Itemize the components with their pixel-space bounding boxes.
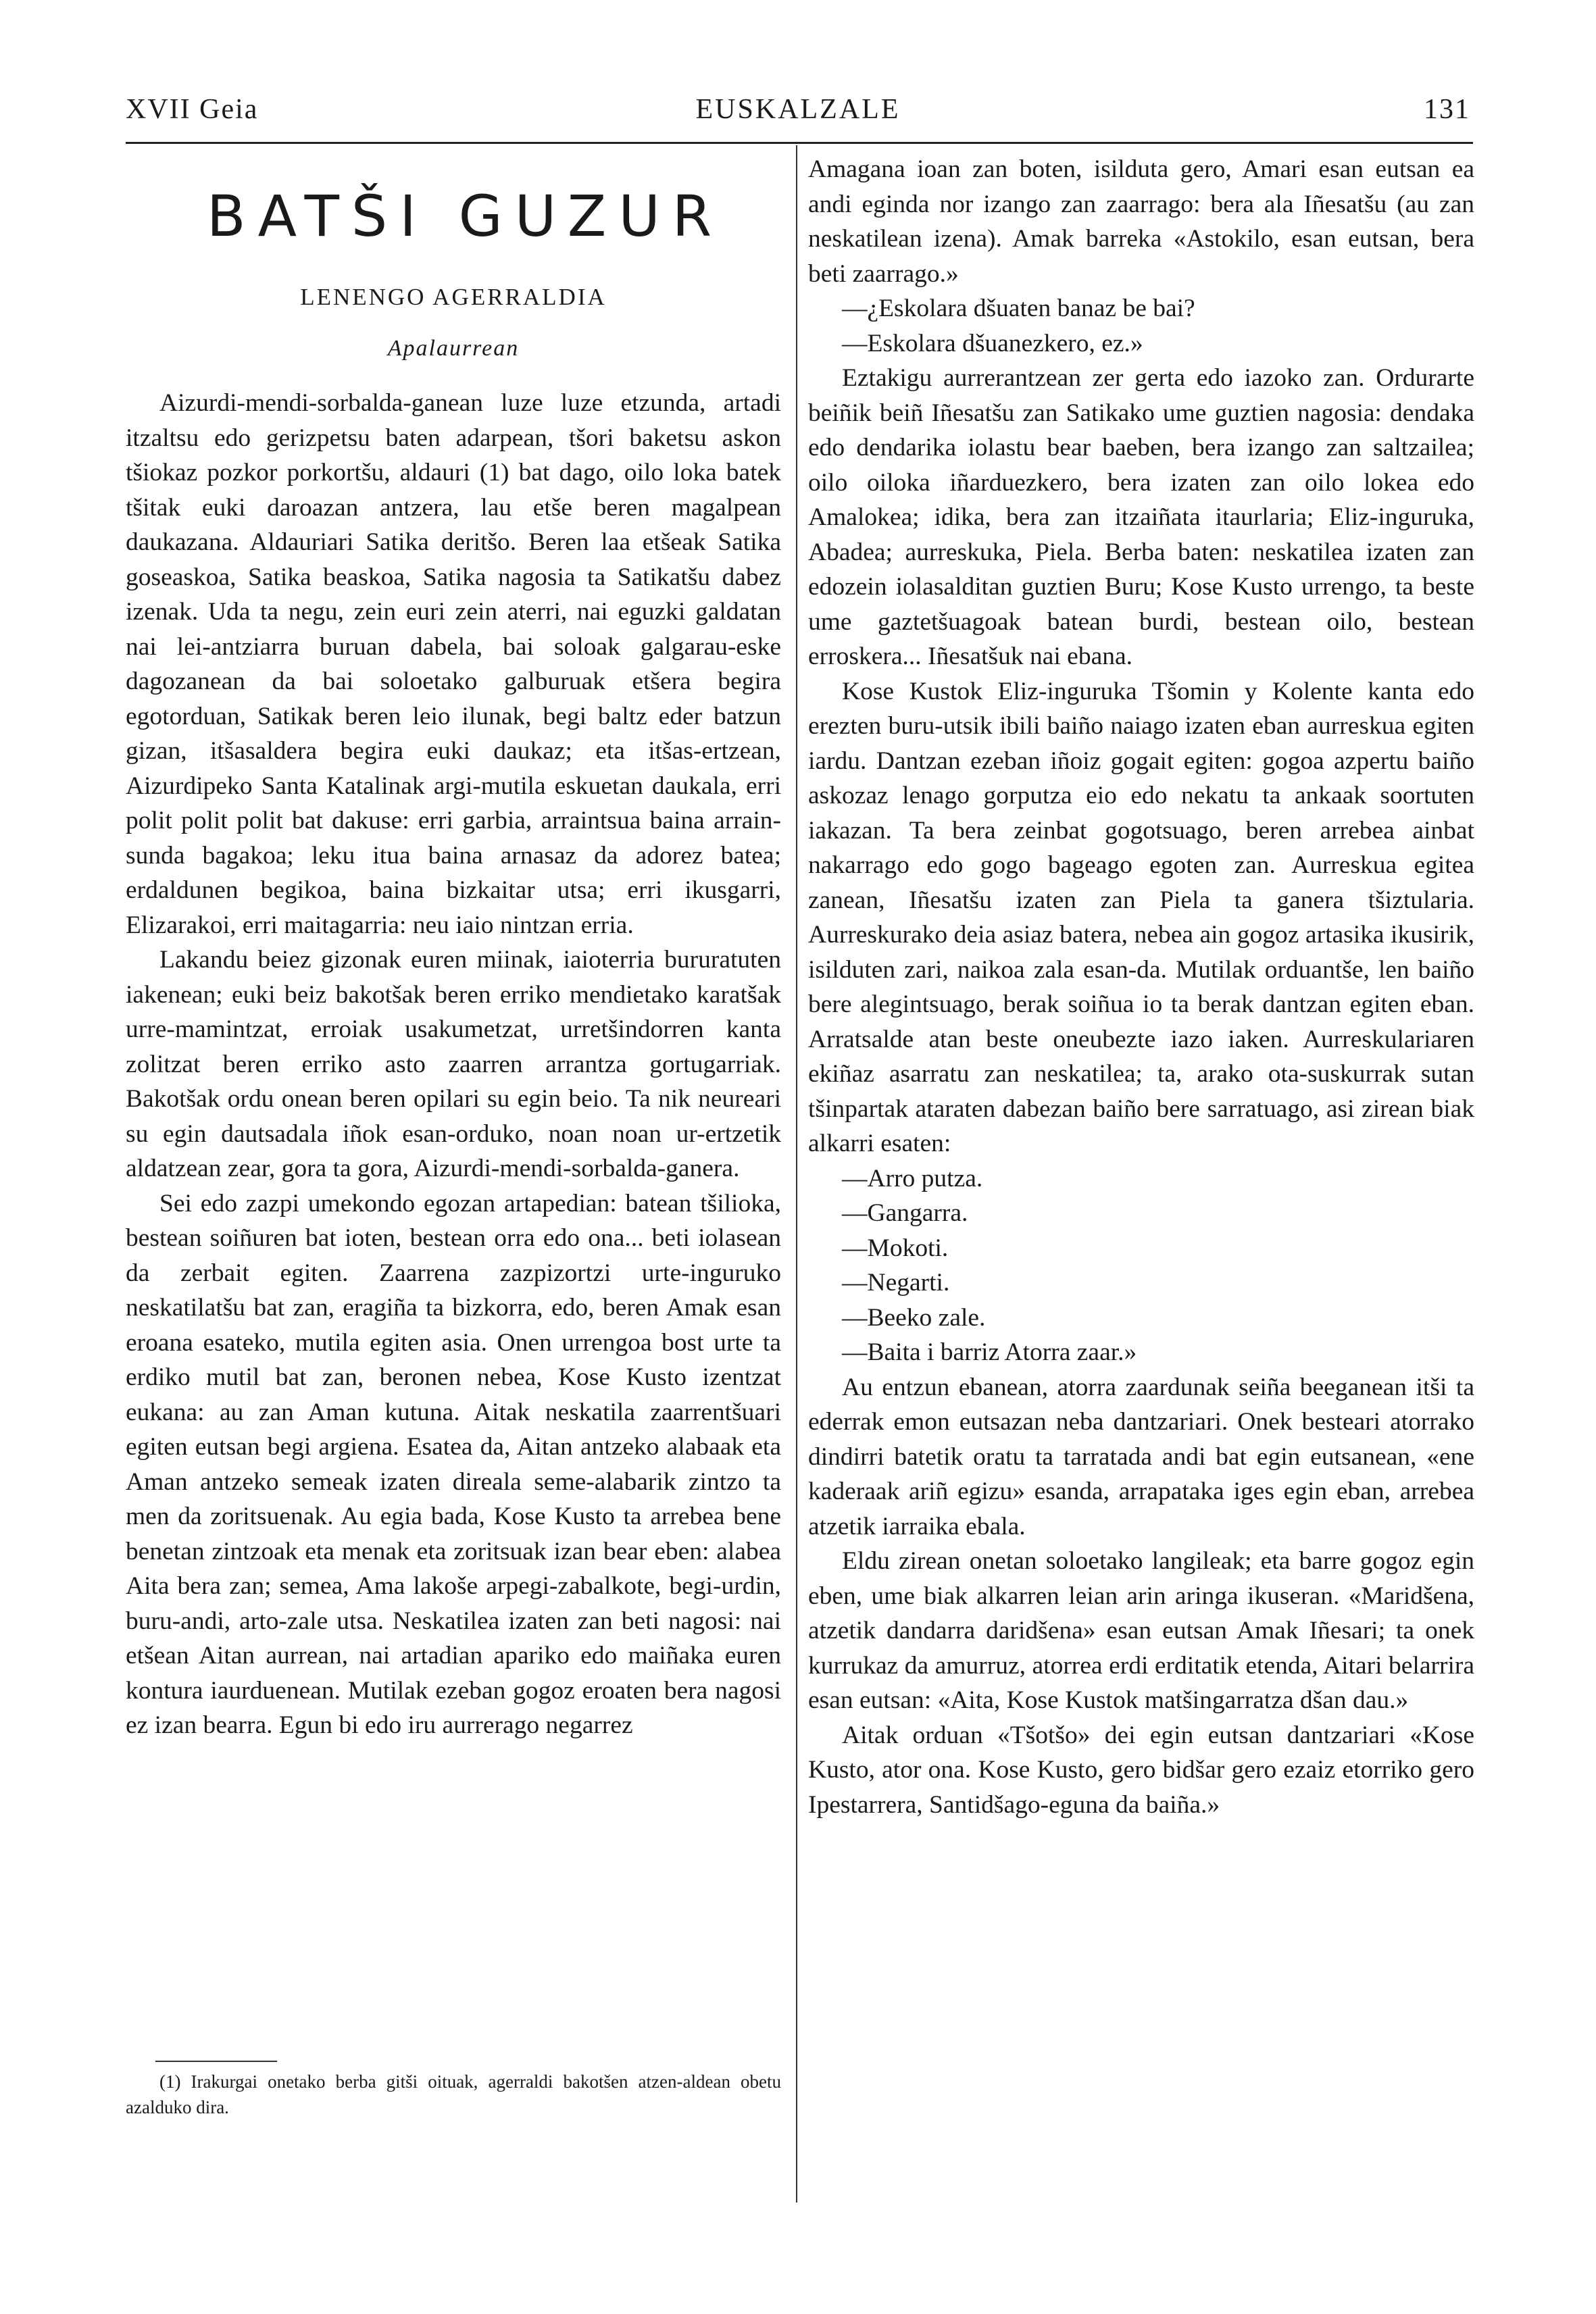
right-column: [808, 152, 1474, 1822]
column-divider: [796, 145, 797, 2203]
issue-label: XVII Geia: [126, 94, 259, 125]
dialogue-line: —Gangarra.: [842, 1199, 968, 1227]
paragraph: Au entzun ebanean, atorra zaardunak seiña beeganean itši ta ederrak emon eutsazan neba dantzariari. Onek besteari atorrako dindirri batetik oratu ta tarratada andi bat egin eutsanean, «ene kaderaak ariñ egizu» esanda, arrapataka iges egin eban, arrebea atzetik iarraika ebala.: [808, 1373, 1474, 1540]
paragraph: Eztakigu aurrerantzean zer gerta edo iazoko zan. Ordurarte beiñik beiñ Iñesatšu zan Satikako ume guztien nagosia: dendaka edo dendarika iolastu bear baeben, bera izango zan saltzailea; oilo oiloka iñarduezkero, bera izaten zan oilo lokea edo Amalokea; idika, bera zan itzaiñata itaurlaria; Eliz-inguruka, Abadea; aurreskuka, Piela. Berba baten: neskatilea izaten zan edozein iolasalditan guztien Buru; Kose Kusto urrengo, ta beste ume gaztetšuagoak batean burdi, bestean oilo, bestean erroskera... Iñesatšuk nai ebana.: [808, 364, 1474, 670]
dialogue-line: —Eskolara dšuanezkero, ez.»: [842, 329, 1143, 357]
header-rule: [126, 142, 1473, 144]
paragraph: Eldu zirean onetan soloetako langileak; eta barre gogoz egin eben, ume biak alkarren leian arin aringa ikuseran. «Maridšena, atzetik dandarra daridšena» esan eutsan Amak Iñesari; ta onek kurrukaz da amurruz, atorrea erdi erditatik etenda, Aitari belarrira esan eutsan: «Aita, Kose Kustok matšingarratza dšan dau.»: [808, 1547, 1474, 1714]
dialogue-line: —Baita i barriz Atorra zaar.»: [842, 1338, 1137, 1366]
paragraph: Aizurdi-mendi-sorbalda-ganean luze luze etzunda, artadi itzaltsu edo gerizpetsu baten adarpean, tšori baketsu askon tšiokaz pozkor porkortšu, aldauri (1) bat dago, oilo loka batek tšitak euki daroazan antzera, lau etše beren magalpean daukazana. Aldauriari Satika deritšo. Beren laa etšeak Satika goseaskoa, Satika beaskoa, Satika nagosia ta Satikatšu dabez izenak. Uda ta negu, zein euri zein aterri, nai eguzki galdatan nai lei-antziarra buruan dabela, bai soloak galgarau-eske dagozanean da bai soloetako galburuak etšera begira egotorduan, Satikak beren leio ilunak, begi baltz eder batzun gizan, itšasaldera begira euki daukaz; eta itšas-ertzean, Aizurdipeko Santa Katalinak argi-mutila eskuetan daukala, erri polit polit polit bat dakuse: erri garbia, arraintsua baina arrain-sunda bagakoa; leku itua baina arnasaz da adorez batea; erdaldunen begikoa, baina bizkaitar utsa; erri ikusgarri, Elizarakoi, erri maitagarria: neu iaio nintzan erria.: [126, 389, 781, 939]
journal-title: EUSKALZALE: [695, 94, 901, 125]
page-number: 131: [1424, 94, 1470, 125]
footnote-rule: [155, 2061, 277, 2062]
dialogue-line: —Negarti.: [842, 1269, 950, 1297]
dialogue-line: —Arro putza.: [842, 1164, 983, 1192]
running-header: [126, 93, 1470, 141]
dialogue-line: —Beeko zale.: [842, 1303, 986, 1332]
footnote: (1) Irakurgai onetako berba gitši oituak, agerraldi bakotšen atzen-aldean obetu azalduko dira.: [126, 2071, 781, 2117]
dialogue-line: —¿Eskolara dšuaten banaz be bai?: [842, 295, 1195, 322]
article-subtitle: LENENGO AGERRALDIA: [300, 284, 607, 310]
paragraph: Aitak orduan «Tšotšo» dei egin eutsan dantzariari «Kose Kusto, ator ona. Kose Kusto, gero bidšar gero ezaiz etorriko gero Ipestarrera, Santidšago-eguna da baiña.»: [808, 1721, 1474, 1819]
paragraph: Amagana ioan zan boten, isilduta gero, Amari esan eutsan ea andi eginda nor izango zan zaarrago: bera ala Iñesatšu (au zan neskatilean izena). Amak barreka «Astokilo, esan eutsan, bera beti zaarrago.»: [808, 155, 1474, 288]
dialogue-line: —Mokoti.: [842, 1234, 949, 1262]
left-column: [126, 152, 781, 1743]
article-title: BATŠI GUZUR: [207, 183, 724, 249]
section-heading: Apalaurrean: [387, 336, 520, 361]
paragraph: Kose Kustok Eliz-inguruka Tšomin y Kolente kanta edo erezten buru-utsik ibili baiño naiago izaten eban aurreskua egiten iardu. Dantzan ezeban iñoiz gogait egiten: gogoa azpertu baiño askozaz lenago gorputza eio edo nekatu ta ankaak soortuten iakazan. Ta bera zeinbat gogotsuago, beren arrebea ainbat nakarrago edo gogo bageago egoten zan. Aurreskua egitea zanean, Iñesatšu izaten zan Piela ta ganera tšiztularia. Aurreskurako deia asiaz batera, nebea ain gogoz artasika ikusirik, isilduten zari, naikoa zala esan-da. Mutilak orduantše, len baiño bere alegintsuago, berak soiñua io ta berak dantzan egiten eban. Arratsalde atan beste oneubezte iazo iaken. Aurreskulariaren ekiñaz asarratu zan neskatilea; ta, arako ota-suskurrak sutan tšinpartak ataraten dabezan baiño bere sarratuago, asi zirean biak alkarri esaten:: [808, 677, 1474, 1157]
paragraph: Lakandu beiez gizonak euren miinak, iaioterria bururatuten iakenean; euki beiz bakotšak beren erriko mendietako karatšak urre-mamintzat, erroiak usakumetzat, urretšindorren kanta zolitzat beren erriko asto zaarren arrantza gortugarriak. Bakotšak ordu onean beren opilari su egin beio. Ta nik neureari su egin dautsadala iñok esan-orduko, noan noan ur-ertzetik aldatzean zear, gora ta gora, Aizurdi-mendi-sorbalda-ganera.: [126, 946, 781, 1182]
paragraph: Sei edo zazpi umekondo egozan artapedian: batean tšilioka, bestean soiñuren bat ioten, bestean orra edo ona... beti iolasean da zerbait egiten. Zaarrena zazpizortzi urte-inguruko neskatilatšu bat zan, eragiña ta bizkorra, edo, beren Amak esan eroana esateko, mutila egiten asia. Onen urrengoa bost urte ta erdiko mutil bat zan, beronen nebea, Kose Kusto izentzat eukana: au zan Aman kutuna. Aitak neskatila zaarrentšuari egiten eutsan begi argiena. Esatea da, Aitan antzeko alabaak eta Aman antzeko semeak izaten direala seme-alabarik zintzo ta men da zoritsuenak. Au egia bada, Kose Kusto ta arrebea bene benetan zintzoak eta menak eta zoritsuak izan bear eben: alabea Aita bera zan; semea, Ama lakoše arpegi-zabalkote, begi-urdin, buru-andi, arto-zale utsa. Neskatilea izaten zan beti nagosi: nai etšean Aitan aurrean, nai artadian apariko edo maiñaka euren kontura iaurduenean. Mutilak ezeban gogoz eroaten bera nagosi ez izan bearra. Egun bi edo iru aurrerago negarrez: [126, 1189, 781, 1739]
